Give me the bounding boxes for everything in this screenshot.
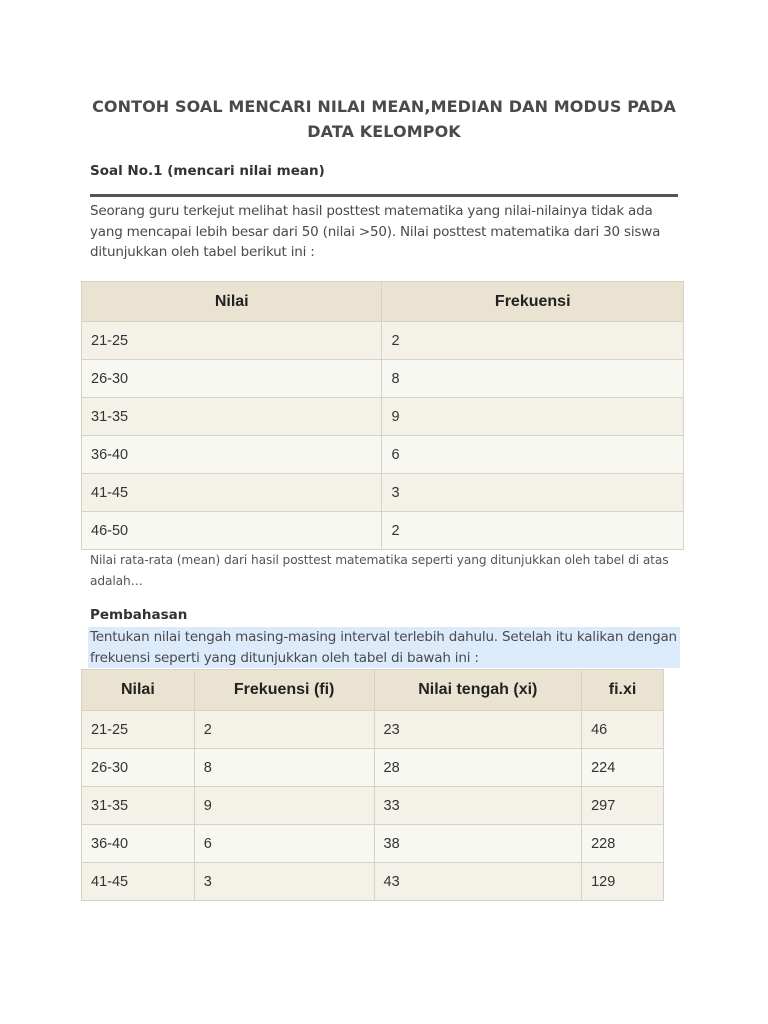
pembahasan-paragraph: Tentukan nilai tengah masing-masing interval terlebih dahulu. Setelah itu kalikan dengan frekuensi seperti yang ditunjukkan oleh tabel di bawah ini : (90, 629, 677, 666)
table-row (82, 436, 684, 474)
cell-fi: 3 (194, 863, 374, 901)
cell-nilai: 26-30 (82, 360, 382, 398)
cell-fi: 6 (194, 825, 374, 863)
cell-xi: 38 (374, 825, 582, 863)
cell-frekuensi: 6 (382, 436, 684, 474)
cell-xi: 23 (374, 711, 582, 749)
page-title: CONTOH SOAL MENCARI NILAI MEAN,MEDIAN DAN MODUS PADA DATA KELOMPOK (92, 97, 676, 141)
table-row (82, 787, 664, 825)
cell-fixi: 46 (582, 711, 664, 749)
cell-nilai: 41-45 (82, 863, 195, 901)
table-row (82, 322, 684, 360)
cell-nilai: 36-40 (82, 436, 382, 474)
cell-nilai: 26-30 (82, 749, 195, 787)
cell-nilai: 36-40 (82, 825, 195, 863)
table-row (82, 360, 684, 398)
cell-fixi: 228 (582, 825, 664, 863)
header-frekuensi: Frekuensi (382, 282, 684, 322)
cell-frekuensi: 3 (382, 474, 684, 512)
cell-xi: 28 (374, 749, 582, 787)
cell-fi: 8 (194, 749, 374, 787)
table-row (82, 863, 664, 901)
header-fixi: fi.xi (582, 670, 664, 711)
cell-xi: 33 (374, 787, 582, 825)
cell-frekuensi: 2 (382, 322, 684, 360)
cell-frekuensi: 2 (382, 512, 684, 550)
divider (90, 194, 678, 197)
cell-nilai: 31-35 (82, 398, 382, 436)
table-header-row (82, 282, 684, 322)
cell-fixi: 129 (582, 863, 664, 901)
table-row (82, 474, 684, 512)
cell-nilai: 21-25 (82, 322, 382, 360)
header-nilai: Nilai (82, 282, 382, 322)
soal-paragraph: Seorang guru terkejut melihat hasil posttest matematika yang nilai-nilainya tidak ada yang mencapai lebih besar dari 50 (nilai >50). Nilai posttest matematika dari 30 siswa ditunjukkan oleh tabel berikut ini : (90, 203, 661, 260)
cell-nilai: 46-50 (82, 512, 382, 550)
cell-xi: 43 (374, 863, 582, 901)
soal-heading: Soal No.1 (mencari nilai mean) (90, 163, 325, 179)
cell-nilai: 41-45 (82, 474, 382, 512)
cell-frekuensi: 8 (382, 360, 684, 398)
midpoint-table (81, 669, 664, 901)
table-header-row (82, 670, 664, 711)
table-row (82, 398, 684, 436)
table-row (82, 749, 664, 787)
frequency-table (81, 281, 684, 550)
cell-nilai: 31-35 (82, 787, 195, 825)
question-text: Nilai rata-rata (mean) dari hasil posttest matematika seperti yang ditunjukkan oleh tabel di atas adalah… (90, 553, 669, 588)
table-row (82, 711, 664, 749)
cell-fixi: 297 (582, 787, 664, 825)
cell-fixi: 224 (582, 749, 664, 787)
header-nilai: Nilai (82, 670, 195, 711)
header-frekuensi-fi: Frekuensi (fi) (194, 670, 374, 711)
table-row (82, 512, 684, 550)
pembahasan-heading: Pembahasan (90, 607, 188, 623)
cell-frekuensi: 9 (382, 398, 684, 436)
cell-nilai: 21-25 (82, 711, 195, 749)
table-row (82, 825, 664, 863)
header-nilai-tengah: Nilai tengah (xi) (374, 670, 582, 711)
cell-fi: 2 (194, 711, 374, 749)
cell-fi: 9 (194, 787, 374, 825)
